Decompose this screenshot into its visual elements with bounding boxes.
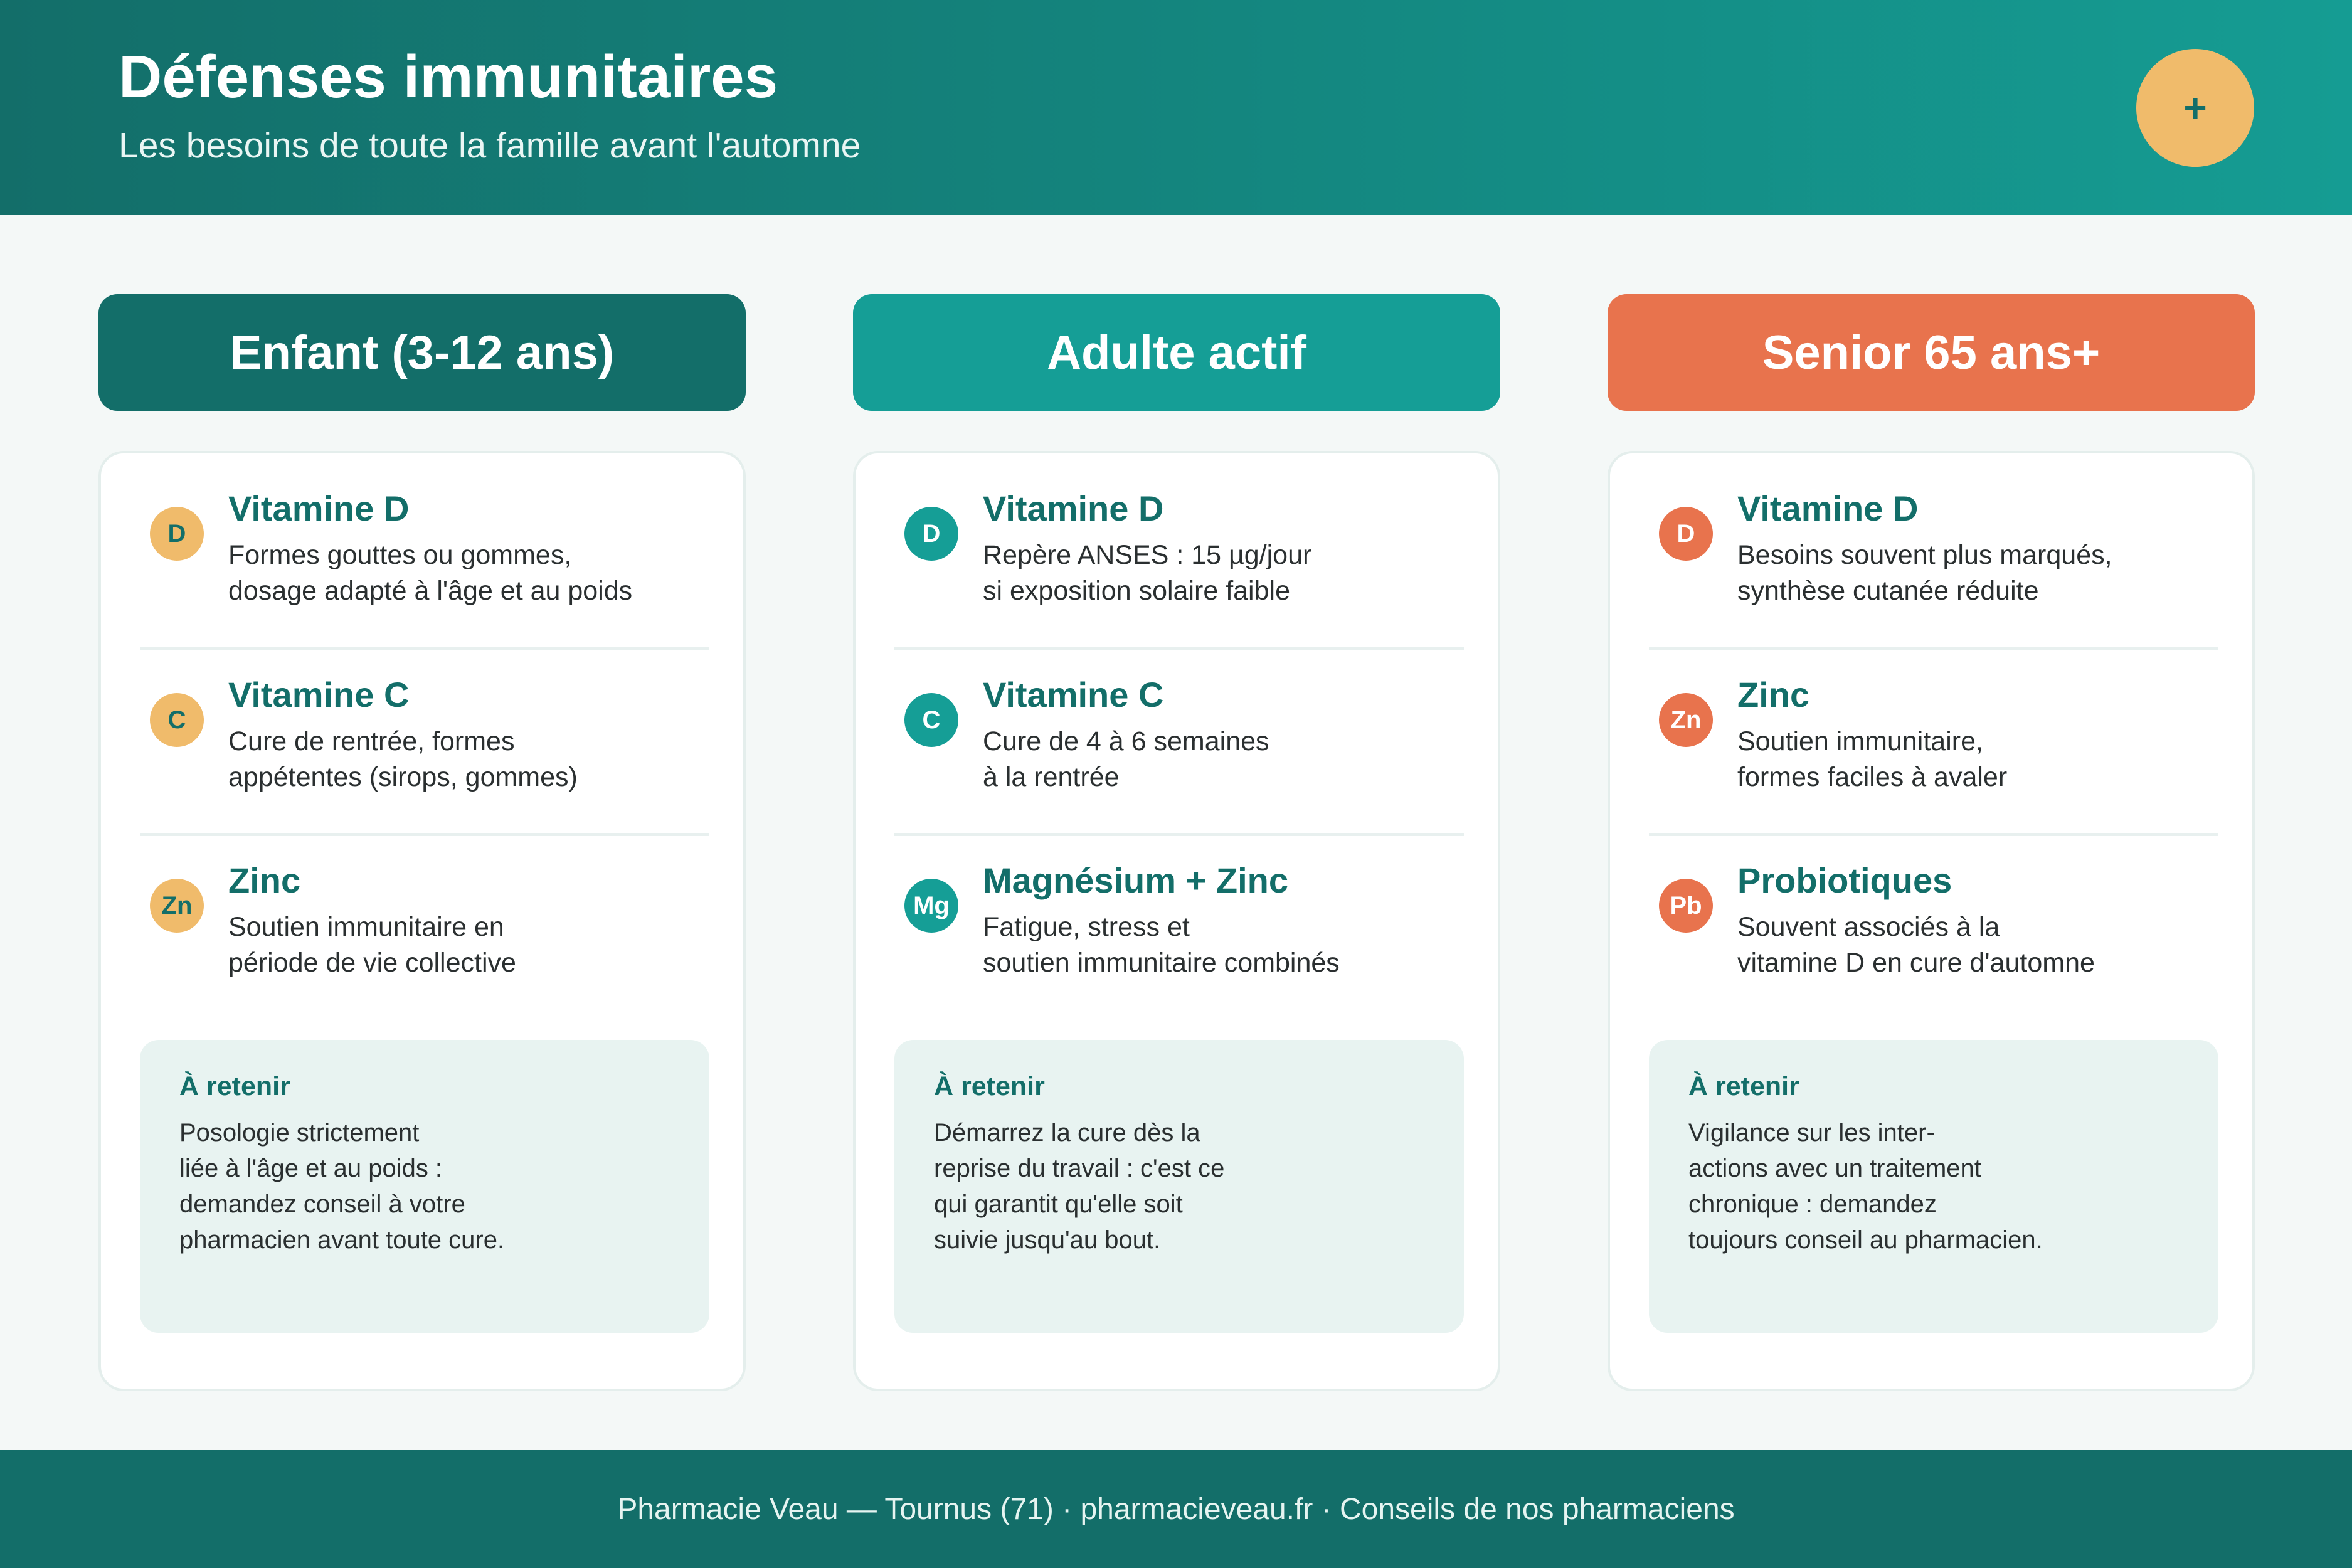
list-item bbox=[856, 825, 1498, 1014]
magnesium-badge: Mg bbox=[904, 879, 958, 933]
list-item bbox=[856, 453, 1498, 642]
probiotics-badge: Pb bbox=[1659, 879, 1713, 933]
vitamin-c-badge: C bbox=[904, 693, 958, 747]
note-title: À retenir bbox=[179, 1071, 290, 1101]
vitamin-d-badge: D bbox=[150, 507, 204, 561]
column-header-adulte: Adulte actif bbox=[853, 294, 1500, 411]
item-name: Vitamine C bbox=[228, 675, 410, 714]
note-text: Vigilance sur les inter- actions avec un traitement chronique : demandez toujours conseil au pharmacien. bbox=[1688, 1119, 2043, 1254]
column-header-enfant: Enfant (3-12 ans) bbox=[98, 294, 746, 411]
item-name: Zinc bbox=[228, 861, 301, 900]
header-banner bbox=[0, 0, 2352, 215]
item-description: Cure de 4 à 6 semaines à la rentrée bbox=[983, 726, 1269, 792]
list-item bbox=[1610, 825, 2252, 1014]
item-description: Besoins souvent plus marqués, synthèse cutanée réduite bbox=[1737, 540, 2112, 606]
card-enfant bbox=[98, 451, 746, 1391]
item-name: Vitamine D bbox=[228, 489, 410, 528]
page-title: Défenses immunitaires bbox=[119, 43, 778, 110]
vitamin-d-badge: D bbox=[1659, 507, 1713, 561]
item-description: Formes gouttes ou gommes, dosage adapté à l'âge et au poids bbox=[228, 540, 633, 606]
note-text: Démarrez la cure dès la reprise du travail : c'est ce qui garantit qu'elle soit suivie jusqu'au bout. bbox=[934, 1119, 1225, 1254]
note-box bbox=[140, 1040, 709, 1333]
item-name: Probiotiques bbox=[1737, 861, 1952, 900]
list-item bbox=[1610, 453, 2252, 642]
vitamin-c-badge: C bbox=[150, 693, 204, 747]
item-name: Vitamine D bbox=[1737, 489, 1919, 528]
item-name: Vitamine D bbox=[983, 489, 1164, 528]
note-title: À retenir bbox=[934, 1071, 1045, 1101]
list-item bbox=[1610, 640, 2252, 828]
list-item bbox=[101, 825, 743, 1014]
item-name: Vitamine C bbox=[983, 675, 1164, 714]
note-box bbox=[894, 1040, 1464, 1333]
item-name: Magnésium + Zinc bbox=[983, 861, 1288, 900]
item-description: Cure de rentrée, formes appétentes (sirops, gommes) bbox=[228, 726, 578, 792]
note-text: Posologie strictement liée à l'âge et au poids : demandez conseil à votre pharmacien avant toute cure. bbox=[179, 1119, 505, 1254]
item-name: Zinc bbox=[1737, 675, 1810, 714]
list-item bbox=[101, 640, 743, 828]
page-subtitle: Les besoins de toute la famille avant l'automne bbox=[119, 125, 861, 166]
item-description: Soutien immunitaire en période de vie collective bbox=[228, 912, 516, 978]
item-description: Souvent associés à la vitamine D en cure d'automne bbox=[1737, 912, 2095, 978]
list-item bbox=[101, 453, 743, 642]
item-description: Repère ANSES : 15 µg/jour si exposition solaire faible bbox=[983, 540, 1312, 606]
vitamin-d-badge: D bbox=[904, 507, 958, 561]
item-description: Soutien immunitaire, formes faciles à avaler bbox=[1737, 726, 2008, 792]
list-item bbox=[856, 640, 1498, 828]
card-adulte bbox=[853, 451, 1500, 1391]
zinc-badge: Zn bbox=[150, 879, 204, 933]
card-senior bbox=[1608, 451, 2255, 1391]
note-title: À retenir bbox=[1688, 1071, 1799, 1101]
note-box bbox=[1649, 1040, 2218, 1333]
zinc-badge: Zn bbox=[1659, 693, 1713, 747]
plus-badge: + bbox=[2136, 49, 2254, 167]
footer: Pharmacie Veau — Tournus (71) · pharmacieveau.fr · Conseils de nos pharmaciens bbox=[0, 1450, 2352, 1568]
item-description: Fatigue, stress et soutien immunitaire combinés bbox=[983, 912, 1340, 978]
column-header-senior: Senior 65 ans+ bbox=[1608, 294, 2255, 411]
